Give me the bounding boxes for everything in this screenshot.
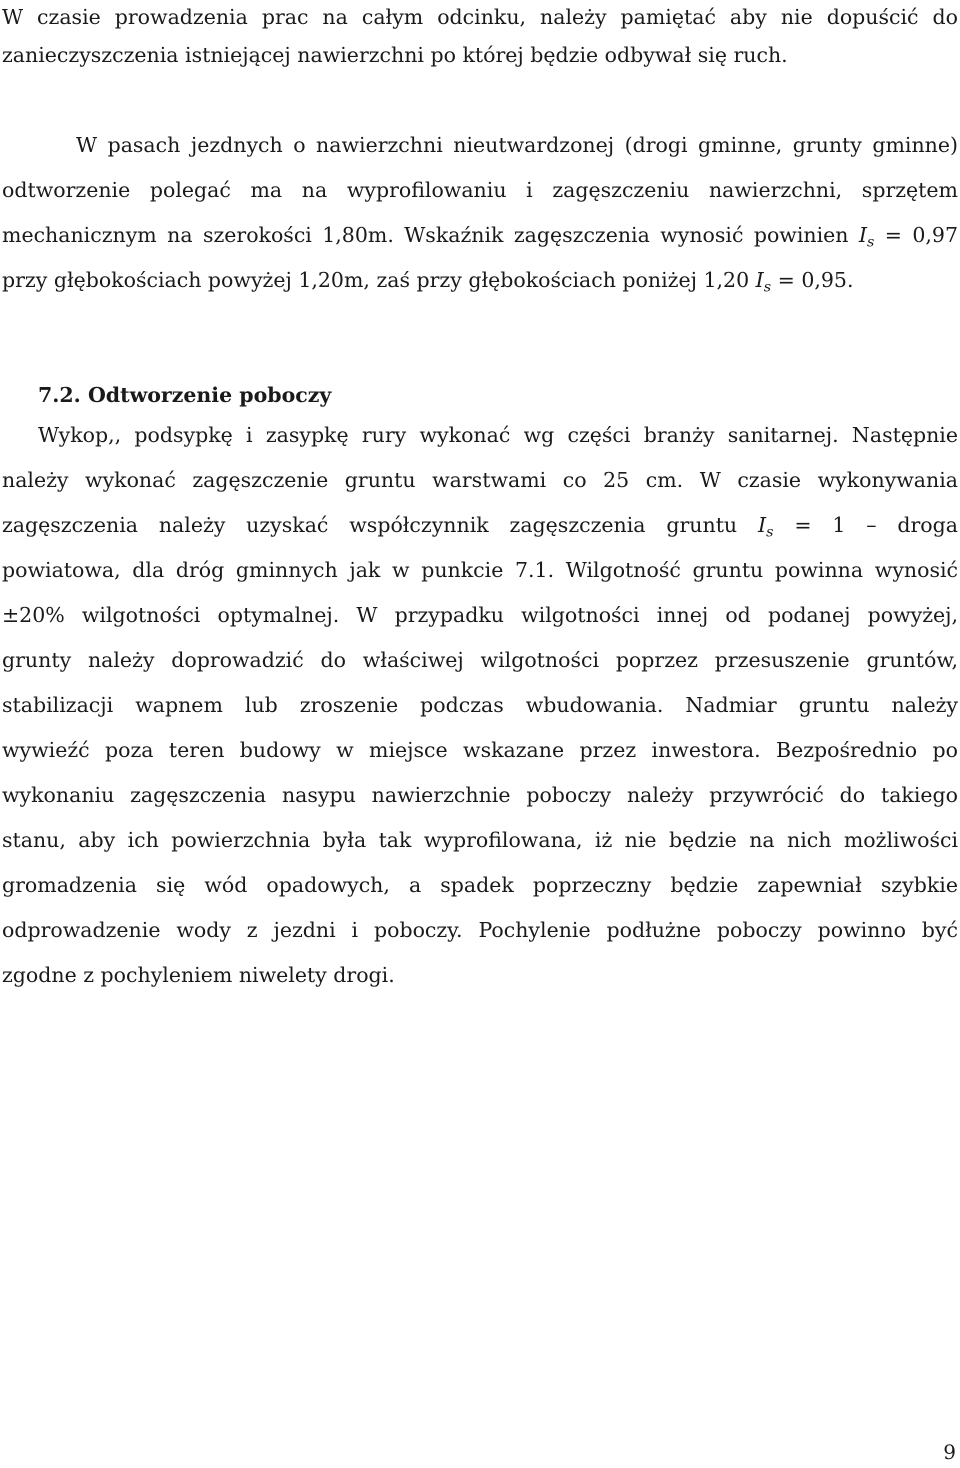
paragraph-1-line-1: W czasie prowadzenia prac na całym odcinku, należy pamiętać aby nie dopuścić do xyxy=(2,5,958,29)
paragraph-3-line-4: powiatowa, dla dróg gminnych jak w punkcie 7.1. Wilgotność gruntu powinna wynosić xyxy=(2,558,958,582)
paragraph-2-line-3 xyxy=(2,220,958,250)
paragraph-3-line-3-text: zagęszczenia należy uzyskać współczynnik zagęszczenia gruntu xyxy=(2,513,738,537)
paragraph-2-line-2: odtworzenie polegać ma na wyprofilowaniu i zagęszczeniu nawierzchni, sprzętem xyxy=(2,178,958,202)
paragraph-3-line-10: stanu, aby ich powierzchnia była tak wyprofilowana, iż nie będzie na nich możliwości xyxy=(2,828,958,852)
paragraph-2-line-3-text: mechanicznym na szerokości 1,80m. Wskaźnik zagęszczenia wynosić powinien xyxy=(2,223,849,247)
paragraph-3-line-6: grunty należy doprowadzić do właściwej wilgotności poprzez przesuszenie gruntów, xyxy=(2,648,958,672)
page-number: 9 xyxy=(943,1440,956,1464)
paragraph-1-line-2: zanieczyszczenia istniejącej nawierzchni po której będzie odbywał się ruch. xyxy=(2,43,788,67)
compaction-index-formula: $I_s = 1$ xyxy=(758,513,846,541)
paragraph-3-line-9: wykonaniu zagęszczenia nasypu nawierzchnie poboczy należy przywrócić do takiego xyxy=(2,783,958,807)
paragraph-2-line-4-text: przy głębokościach powyżej 1,20m, zaś przy głębokościach poniżej 1,20 xyxy=(2,268,750,292)
paragraph-3-line-5: ±20% wilgotności optymalnej. W przypadku wilgotności innej od podanej powyżej, xyxy=(2,603,958,627)
paragraph-3-line-7: stabilizacji wapnem lub zroszenie podczas wbudowania. Nadmiar gruntu należy xyxy=(2,693,958,717)
paragraph-3-line-11: gromadzenia się wód opadowych, a spadek poprzeczny będzie zapewniał szybkie xyxy=(2,873,958,897)
compaction-index-formula: $I_s = 0,95$. xyxy=(755,268,854,296)
paragraph-2-line-1: W pasach jezdnych o nawierzchni nieutwardzonej (drogi gminne, grunty gminne) xyxy=(76,133,958,157)
paragraph-3-line-1: Wykop,, podsypkę i zasypkę rury wykonać wg części branży sanitarnej. Następnie xyxy=(38,423,958,447)
section-heading: 7.2. Odtworzenie poboczy xyxy=(38,383,332,407)
paragraph-3-line-3 xyxy=(2,510,958,540)
paragraph-3-line-2: należy wykonać zagęszczenie gruntu warstwami co 25 cm. W czasie wykonywania xyxy=(2,468,958,492)
paragraph-3-line-13: zgodne z pochyleniem niwelety drogi. xyxy=(2,963,395,987)
paragraph-3-line-8: wywieźć poza teren budowy w miejsce wskazane przez inwestora. Bezpośrednio po xyxy=(2,738,958,762)
compaction-index-formula: $I_s = 0,97$ xyxy=(858,223,958,251)
paragraph-3-line-12: odprowadzenie wody z jezdni i poboczy. Pochylenie podłużne poboczy powinno być xyxy=(2,918,958,942)
paragraph-3-line-3-end: – droga xyxy=(866,513,958,537)
paragraph-2-line-4 xyxy=(2,265,958,295)
